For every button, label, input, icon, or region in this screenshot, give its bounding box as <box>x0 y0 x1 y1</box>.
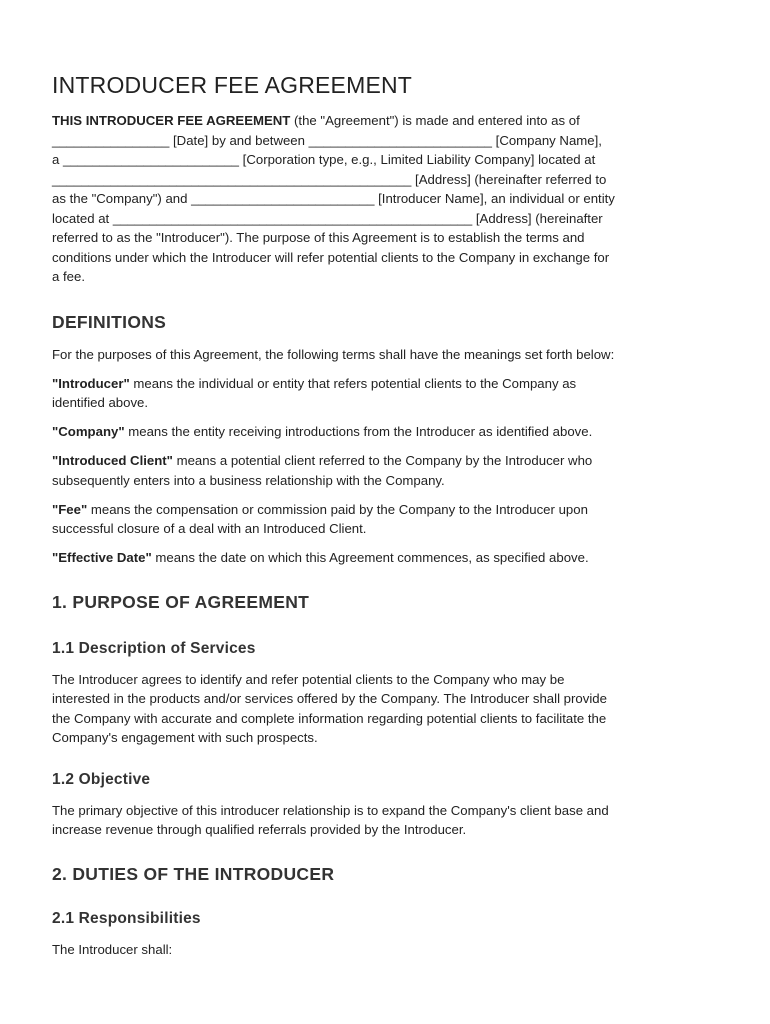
definition-introduced-client: "Introduced Client" means a potential client referred to the Company by the Introducer who subsequently enters into a business relationship with the Company. <box>52 453 593 488</box>
definition-term: "Company" <box>52 424 125 439</box>
intro-line: located at _________________________________________________ [Address] (hereinafter <box>52 210 603 226</box>
definitions-heading: DEFINITIONS <box>52 311 167 332</box>
intro-line: as the "Company") and _________________________ [Introducer Name], an individual or entity <box>52 191 615 206</box>
definition-term: "Introduced Client" <box>52 453 173 468</box>
definition-term: "Effective Date" <box>52 550 152 565</box>
section-1-1-paragraph: The Introducer agrees to identify and refer potential clients to the Company who may be interested in the products and/or services offered by the Company. The Introducer shall provide the Company with accurate and complete information regarding potential clients to facilitate the Company's engagement with such prospects. <box>52 671 607 745</box>
section-2-heading: 2. DUTIES OF THE INTRODUCER <box>52 863 335 884</box>
intro-paragraph <box>52 111 722 287</box>
definition-company: "Company" means the entity receiving introductions from the Introducer as identified above. <box>52 424 593 439</box>
definition-introducer: "Introducer" means the individual or entity that refers potential clients to the Company as identified above. <box>52 375 577 410</box>
intro-bold-lead: THIS INTRODUCER FEE AGREEMENT <box>52 113 291 128</box>
intro-line: referred to as the "Introducer"). The purpose of this Agreement is to establish the terms and <box>52 230 585 245</box>
intro-line: ________________ [Date] by and between _________________________ [Company Name], <box>52 132 602 148</box>
section-1-2-heading: 1.2 Objective <box>52 770 151 788</box>
intro-line: THIS INTRODUCER FEE AGREEMENT (the "Agreement") is made and entered into as of <box>52 113 580 128</box>
definition-fee: "Fee" means the compensation or commission paid by the Company to the Introducer upon successful closure of a deal with an Introduced Client. <box>52 501 588 536</box>
section-1-1-heading: 1.1 Description of Services <box>52 639 256 657</box>
section-1-heading: 1. PURPOSE OF AGREEMENT <box>52 591 310 612</box>
definition-term: "Introducer" <box>52 375 130 391</box>
section-2-1-heading: 2.1 Responsibilities <box>52 909 201 927</box>
intro-line: a fee. <box>52 269 85 284</box>
definition-term: "Fee" <box>52 501 88 517</box>
section-2-1-lead: The Introducer shall: <box>52 941 173 957</box>
document-content <box>52 70 722 959</box>
intro-line: a ________________________ [Corporation type, e.g., Limited Liability Company] located at <box>52 152 596 167</box>
document-title: INTRODUCER FEE AGREEMENT <box>52 72 413 98</box>
intro-line: _________________________________________________ [Address] (hereinafter referred to <box>52 171 607 187</box>
section-1-2-paragraph: The primary objective of this introducer relationship is to expand the Company's client base and increase revenue through qualified referrals provided by the Introducer. <box>52 802 609 837</box>
definition-effective-date: "Effective Date" means the date on which this Agreement commences, as specified above. <box>52 550 589 565</box>
definitions-lead: For the purposes of this Agreement, the following terms shall have the meanings set forth below: <box>52 346 615 362</box>
intro-line: conditions under which the Introducer will refer potential clients to the Company in exchange for <box>52 249 610 265</box>
